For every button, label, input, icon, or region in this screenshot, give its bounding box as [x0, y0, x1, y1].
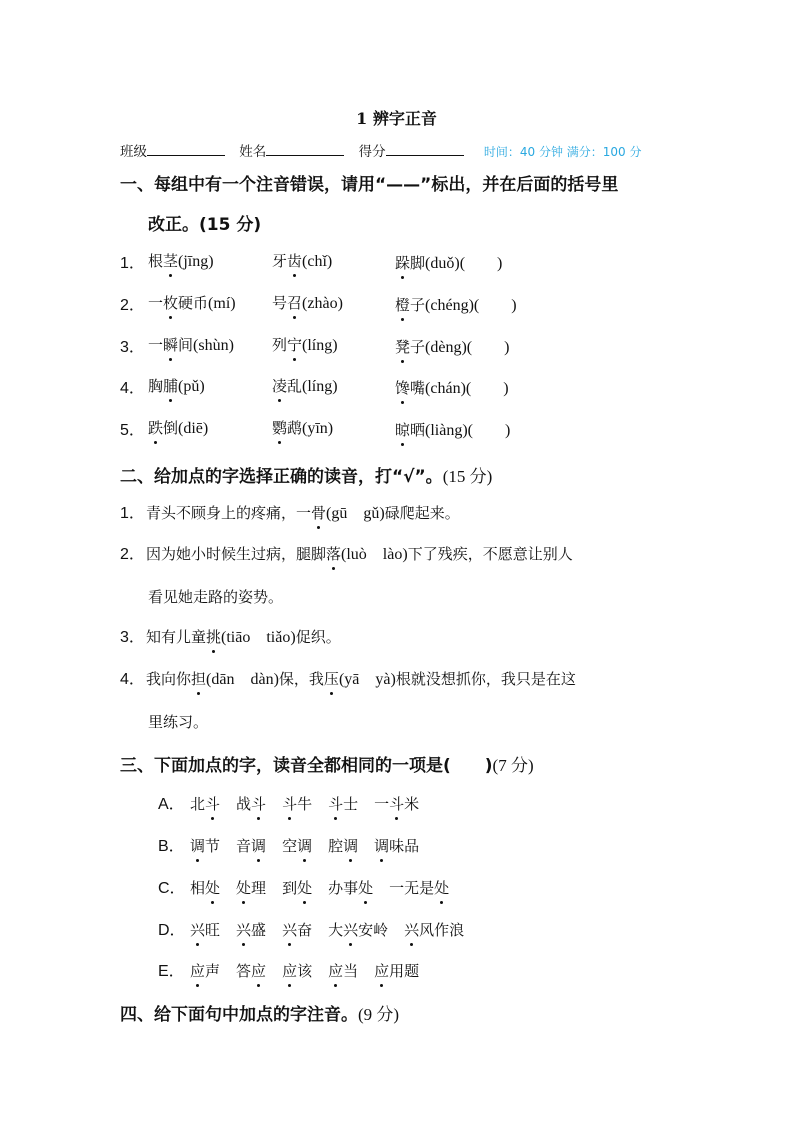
option-letter: E． — [158, 963, 185, 980]
pinyin-choice: (gū gǔ) — [326, 505, 385, 522]
pinyin: (chán)( ) — [425, 380, 509, 397]
word-text: 音 — [236, 837, 252, 855]
pinyin: (pǔ) — [178, 378, 205, 395]
word-text: 间 — [178, 336, 194, 354]
word-pinyin-pair — [148, 417, 208, 438]
pinyin: (zhào) — [302, 295, 343, 312]
word-text: 盛 — [251, 921, 267, 939]
section2-item-1: 1．青头不顾身上的疼痛，一骨(gū gǔ)碌爬起来。 — [120, 504, 460, 522]
score-blank — [386, 143, 464, 156]
word-text: 安岭 — [358, 921, 389, 939]
word-pinyin-pair — [272, 250, 332, 271]
dotted-char: 压 — [323, 670, 339, 688]
word-text: 子 — [410, 296, 426, 314]
word-text: 答 — [236, 962, 252, 980]
word-pinyin-pair — [395, 250, 502, 273]
dotted-char: 兴 — [190, 921, 206, 939]
section1-row — [120, 417, 680, 441]
option-word — [374, 793, 419, 814]
option-word — [328, 793, 358, 814]
word-text: 空 — [282, 837, 298, 855]
dotted-char: 落 — [326, 545, 342, 563]
option-word — [374, 835, 419, 856]
word-text: 乱 — [287, 377, 303, 395]
word-text: 牙 — [272, 252, 288, 270]
word-pinyin-pair — [148, 292, 236, 313]
section1-heading-cont: 改正。(15 分) — [148, 215, 262, 235]
option-word — [328, 877, 373, 898]
option-c — [158, 875, 465, 898]
section4-score: (9 分) — [358, 1005, 400, 1024]
dotted-char: 斗 — [282, 795, 298, 813]
pinyin-choice: (yā yà) — [338, 671, 396, 688]
section2-item-3: 3．知有儿童挑(tiāo tiǎo)促织。 — [120, 628, 341, 646]
name-blank — [266, 143, 344, 156]
section2-score: (15 分) — [442, 467, 493, 486]
dotted-char: 调 — [343, 837, 359, 855]
item-number: 2． — [120, 297, 145, 314]
word-text: 一 — [148, 336, 164, 354]
dotted-char: 凌 — [272, 377, 288, 395]
word-text: 理 — [251, 879, 267, 897]
word-text: 士 — [343, 795, 359, 813]
word-text: 硬币 — [178, 294, 209, 312]
dotted-char: 调 — [251, 837, 267, 855]
pinyin: (chǐ) — [302, 253, 333, 270]
word-text: 大 — [328, 921, 344, 939]
section2-item-2: 2．因为她小时候生过病，腿脚落(luò lào)下了残疾，不愿意让别人 — [120, 545, 573, 563]
word-text: 胸 — [148, 377, 164, 395]
word-text: 味品 — [389, 837, 420, 855]
option-word — [282, 835, 312, 856]
option-word — [404, 919, 464, 940]
word-text: 声 — [205, 962, 221, 980]
dotted-char: 兴 — [236, 921, 252, 939]
class-label: 班级 — [120, 144, 147, 160]
dotted-char: 应 — [251, 962, 267, 980]
option-word — [236, 919, 266, 940]
word-text: 一 — [374, 795, 390, 813]
word-pinyin-pair — [272, 417, 333, 438]
section3-score: (7 分) — [492, 756, 534, 775]
pinyin: (shùn) — [193, 337, 234, 354]
word-pinyin-pair — [272, 375, 338, 396]
option-letter: C． — [158, 880, 186, 897]
word-pinyin-pair — [272, 334, 338, 355]
word-pinyin-pair — [395, 292, 517, 315]
option-word — [190, 793, 220, 814]
word-pinyin-pair — [272, 292, 343, 313]
word-text: 米 — [404, 795, 420, 813]
word-text: 根 — [148, 252, 164, 270]
word-pinyin-pair — [148, 375, 205, 396]
option-word — [328, 919, 388, 940]
student-info-line — [120, 140, 680, 160]
word-text: 倒 — [163, 419, 179, 437]
time-score-meta: 时间：40 分钟 满分：100 分 — [483, 145, 642, 159]
word-text: 一无是 — [389, 879, 435, 897]
word-text: 一 — [148, 294, 164, 312]
option-word — [328, 960, 358, 981]
word-text: 用题 — [389, 962, 420, 980]
option-word — [236, 877, 266, 898]
class-blank — [147, 143, 225, 156]
section1-row — [120, 250, 680, 274]
option-word — [282, 877, 312, 898]
dotted-char: 晾 — [395, 421, 411, 439]
section1-row — [120, 334, 680, 358]
dotted-char: 齿 — [287, 252, 303, 270]
section2-item-2-cont: 看见她走路的姿势。 — [148, 588, 284, 606]
option-word — [190, 919, 220, 940]
score-label: 得分 — [358, 144, 386, 160]
section3-heading: 三、下面加点的字，读音全都相同的一项是( )(7 分) — [120, 756, 534, 776]
dotted-char: 召 — [287, 294, 303, 312]
item-number: 1． — [120, 255, 145, 272]
dotted-char: 跺 — [395, 254, 411, 272]
dotted-char: 茎 — [163, 252, 179, 270]
word-text: 腔 — [328, 837, 344, 855]
pinyin: (chéng)( ) — [425, 297, 517, 314]
dotted-char: 处 — [205, 879, 221, 897]
option-word — [190, 877, 220, 898]
dotted-char: 应 — [282, 962, 298, 980]
dotted-char: 骨 — [311, 504, 327, 522]
pinyin: (líng) — [302, 337, 338, 354]
option-word — [236, 960, 266, 981]
word-pinyin-pair — [395, 417, 510, 440]
dotted-char: 调 — [374, 837, 390, 855]
pinyin: (líng) — [302, 378, 338, 395]
dotted-char: 调 — [190, 837, 206, 855]
word-text: 该 — [297, 962, 313, 980]
section1-heading: 一、每组中有一个注音错误，请用“——”标出，并在后面的括号里 — [120, 175, 619, 195]
option-word — [328, 835, 358, 856]
section2-item-4: 4．我向你担(dān dàn)保，我压(yā yà)根就没想抓你，我只是在这 — [120, 670, 576, 688]
pinyin: (duǒ)( ) — [425, 255, 503, 272]
dotted-char: 橙 — [395, 296, 411, 314]
pinyin: (jīng) — [178, 253, 214, 270]
pinyin-choice: (luò lào) — [341, 546, 408, 563]
dotted-char: 处 — [358, 879, 374, 897]
word-text: 旺 — [205, 921, 221, 939]
item-number: 3． — [120, 339, 145, 356]
word-text: 战 — [236, 795, 252, 813]
option-b — [158, 833, 435, 856]
dotted-char: 斗 — [205, 795, 221, 813]
word-text: 晒 — [410, 421, 426, 439]
name-label: 姓名 — [239, 144, 267, 160]
dotted-char: 兴 — [282, 921, 298, 939]
pinyin: (yīn) — [302, 420, 334, 437]
word-text: 脚 — [410, 254, 426, 272]
dotted-char: 跌 — [148, 419, 164, 437]
section4-heading: 四、给下面句中加点的字注音。(9 分) — [120, 1005, 400, 1025]
word-text: 奋 — [297, 921, 313, 939]
section2-item-4-cont: 里练习。 — [148, 713, 209, 731]
word-text: 办事 — [328, 879, 359, 897]
pinyin: (mí) — [208, 295, 236, 312]
option-e — [158, 958, 435, 981]
word-text: 当 — [343, 962, 359, 980]
section1-score: (15 分) — [199, 215, 262, 235]
word-text: 节 — [205, 837, 221, 855]
word-text: 号 — [272, 294, 288, 312]
option-a — [158, 791, 435, 814]
section2-heading: 二、给加点的字选择正确的读音，打“√”。(15 分) — [120, 467, 493, 487]
word-pinyin-pair — [148, 250, 214, 271]
option-word — [190, 960, 220, 981]
word-text: 相 — [190, 879, 206, 897]
option-word — [374, 960, 419, 981]
dotted-char: 瞬 — [163, 336, 179, 354]
word-pinyin-pair — [395, 334, 509, 357]
word-text: 北 — [190, 795, 206, 813]
word-text: 牛 — [297, 795, 313, 813]
dotted-char: 应 — [374, 962, 390, 980]
option-word — [282, 960, 312, 981]
dotted-char: 挑 — [206, 628, 222, 646]
option-d — [158, 917, 480, 940]
word-text: 嘴 — [410, 379, 426, 397]
dotted-char: 鹦 — [272, 419, 288, 437]
word-pinyin-pair — [395, 375, 509, 398]
option-word — [190, 835, 220, 856]
word-text: 风作浪 — [419, 921, 465, 939]
dotted-char: 凳 — [395, 338, 411, 356]
option-word — [282, 793, 312, 814]
dotted-char: 担 — [191, 670, 207, 688]
word-text: 鹉 — [287, 419, 303, 437]
page-title: 1 辨字正音 — [356, 109, 437, 128]
option-letter: D． — [158, 922, 186, 939]
dotted-char: 宁 — [287, 336, 303, 354]
dotted-char: 枚 — [163, 294, 179, 312]
word-text: 列 — [272, 336, 288, 354]
dotted-char: 处 — [297, 879, 313, 897]
option-letter: A． — [158, 796, 185, 813]
dotted-char: 脯 — [163, 377, 179, 395]
pinyin: (dèng)( ) — [425, 339, 510, 356]
word-pinyin-pair — [148, 334, 234, 355]
section1-row — [120, 375, 680, 399]
dotted-char: 馋 — [395, 379, 411, 397]
word-text: 到 — [282, 879, 298, 897]
item-number: 5． — [120, 422, 145, 439]
option-letter: B． — [158, 838, 185, 855]
item-number: 4． — [120, 380, 145, 397]
dotted-char: 斗 — [251, 795, 267, 813]
dotted-char: 斗 — [389, 795, 405, 813]
dotted-char: 应 — [190, 962, 206, 980]
option-word — [236, 793, 266, 814]
dotted-char: 调 — [297, 837, 313, 855]
pinyin: (diē) — [178, 420, 209, 437]
pinyin-choice: (tiāo tiǎo) — [221, 629, 296, 646]
dotted-char: 处 — [236, 879, 252, 897]
dotted-char: 应 — [328, 962, 344, 980]
pinyin-choice: (dān dàn) — [206, 671, 279, 688]
option-word — [389, 877, 449, 898]
dotted-char: 处 — [434, 879, 450, 897]
dotted-char: 兴 — [404, 921, 420, 939]
word-text: 子 — [410, 338, 426, 356]
pinyin: (liàng)( ) — [425, 422, 511, 439]
option-word — [236, 835, 266, 856]
section1-row — [120, 292, 680, 316]
dotted-char: 斗 — [328, 795, 344, 813]
dotted-char: 兴 — [343, 921, 359, 939]
option-word — [282, 919, 312, 940]
